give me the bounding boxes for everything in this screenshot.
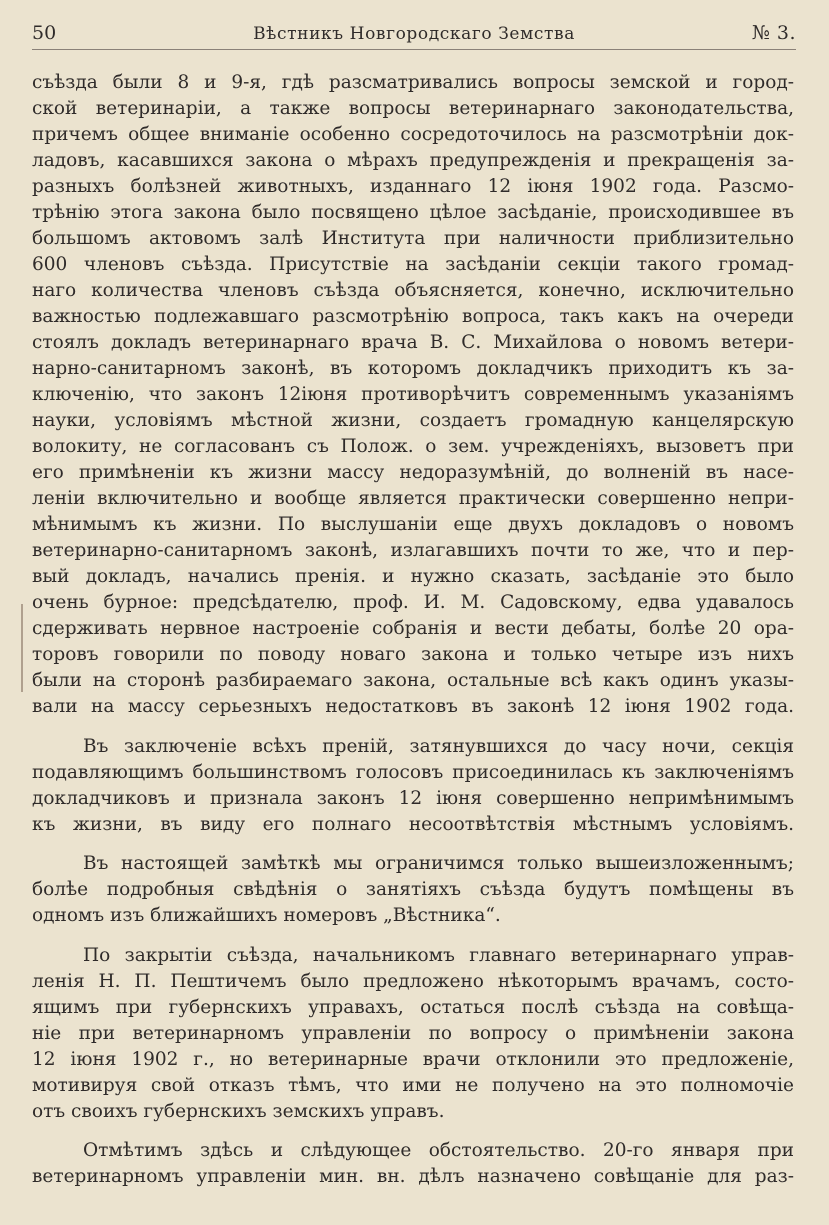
text-line: ленія Н. П. Пештичемъ было предложено нѣкоторымъ врачамъ, состо- <box>32 970 794 992</box>
text-line: нарно-санитарномъ законѣ, въ которомъ докладчикъ приходитъ къ за- <box>32 358 794 379</box>
text-line: мѣнимымъ къ жизни. По выслушаніи еще двухъ докладовъ о новомъ <box>32 514 794 535</box>
text-line: мотивируя свой отказъ тѣмъ, что ими не получено на это полномочіе <box>32 1074 794 1096</box>
text-line: ветеринарно-санитарномъ законѣ, излагавшихъ почти то же, что и пер- <box>32 540 794 561</box>
text-line: важностью подлежавшаго разсмотрѣнію вопроса, такъ какъ на очереди <box>32 306 794 327</box>
text-line: къ жизни, въ виду его полнаго несоотвѣтствія мѣстнымъ условіямъ. <box>32 813 794 835</box>
text-line: одномъ изъ ближайшихъ номеровъ „Вѣстника“. <box>32 905 501 926</box>
text-line: науки, условіямъ мѣстной жизни, создаетъ громадную канцелярскую <box>32 410 794 431</box>
text-line: наго количества членовъ съѣзда объясняется, конечно, исключительно <box>32 280 794 301</box>
text-line: отъ своихъ губернскихъ земскихъ управъ. <box>32 1100 445 1122</box>
text-line: его примѣненіи къ жизни массу недоразумѣній, до волненій въ насе- <box>32 462 794 483</box>
page-header <box>32 18 796 50</box>
paragraph <box>32 70 794 720</box>
text-line: стоялъ докладъ ветеринарнаго врача В. С. Михайлова о новомъ ветери- <box>32 332 794 353</box>
page-number: 50 <box>32 22 57 44</box>
text-line: леніи включительно и вообще является практически совершенно непри- <box>32 488 794 509</box>
text-line: вали на массу серьезныхъ недостатковъ въ законѣ 12 іюня 1902 года. <box>32 696 794 717</box>
journal-title: Вѣстникъ Новгородскаго Земства <box>253 24 575 44</box>
text-line: 12 іюня 1902 г., но ветеринарные врачи отклонили это предложеніе, <box>32 1048 794 1070</box>
text-line: трѣнію этога закона было посвящено цѣлое засѣданіе, происходившее въ <box>32 202 794 223</box>
text-line: По закрытіи съѣзда, начальникомъ главнаго ветеринарнаго управ- <box>83 944 794 966</box>
paragraph <box>32 1138 794 1190</box>
text-line: ладовъ, касавшихся закона о мѣрахъ предупрежденія и прекращенія за- <box>32 150 794 171</box>
text-line: ской ветеринаріи, а также вопросы ветеринарнаго законодательства, <box>32 98 794 119</box>
text-line: очень бурное: предсѣдателю, проф. И. М. Садовскому, едва удавалось <box>32 592 794 613</box>
text-line: съѣзда были 8 и 9-я, гдѣ разсматривались вопросы земской и город- <box>32 72 794 93</box>
text-line: ключенію, что законъ 12іюня противорѣчитъ современнымъ указаніямъ <box>32 384 794 405</box>
text-line: ветеринарномъ управленіи мин. вн. дѣлъ назначено совѣщаніе для раз- <box>32 1166 794 1187</box>
text-line: Въ настоящей замѣткѣ мы ограничимся только вышеизложеннымъ; <box>83 853 794 874</box>
text-line: Въ заключеніе всѣхъ преній, затянувшихся до часу ночи, секція <box>83 735 794 757</box>
article-body <box>32 70 794 1190</box>
text-line: были на сторонѣ разбираемаго закона, остальные всѣ какъ одинъ указы- <box>32 670 794 691</box>
text-line: Отмѣтимъ здѣсь и слѣдующее обстоятельство. 20-го января при <box>83 1140 794 1161</box>
text-line: разныхъ болѣзней животныхъ, изданнаго 12 іюня 1902 года. Разсмо- <box>32 176 794 197</box>
text-line: причемъ общее вниманіе особенно сосредоточилось на разсмотрѣніи док- <box>32 124 794 145</box>
text-line: большомъ актовомъ залѣ Института при наличности приблизительно <box>32 228 794 249</box>
paragraph <box>32 734 794 838</box>
text-line: болѣе подробныя свѣдѣнія о занятіяхъ съѣзда будутъ помѣщены въ <box>32 879 794 900</box>
issue-number: № 3. <box>751 22 796 44</box>
margin-pencil-mark <box>21 604 23 692</box>
text-line: подавляющимъ большинствомъ голосовъ присоединилась къ заключеніямъ <box>32 761 794 783</box>
paragraph <box>32 851 794 929</box>
text-line: ніе при ветеринарномъ управленіи по вопросу о примѣненіи закона <box>32 1022 794 1044</box>
paragraph <box>32 943 794 1125</box>
text-line: волокиту, не согласованъ съ Полож. о зем. учрежденіяхъ, вызоветъ при <box>32 436 794 457</box>
text-line: докладчиковъ и признала законъ 12 іюня совершенно непримѣнимымъ <box>32 787 794 809</box>
text-line: 600 членовъ съѣзда. Присутствіе на засѣданіи секціи такого громад- <box>32 254 794 275</box>
text-line: сдерживать нервное настроеніе собранія и вести дебаты, болѣе 20 ора- <box>32 618 794 639</box>
text-line: торовъ говорили по поводу новаго закона и только четыре изъ нихъ <box>32 644 794 665</box>
text-line: ящимъ при губернскихъ управахъ, остаться послѣ съѣзда на совѣща- <box>32 996 794 1018</box>
text-line: вый докладъ, начались пренія. и нужно сказать, засѣданіе это было <box>32 566 794 587</box>
